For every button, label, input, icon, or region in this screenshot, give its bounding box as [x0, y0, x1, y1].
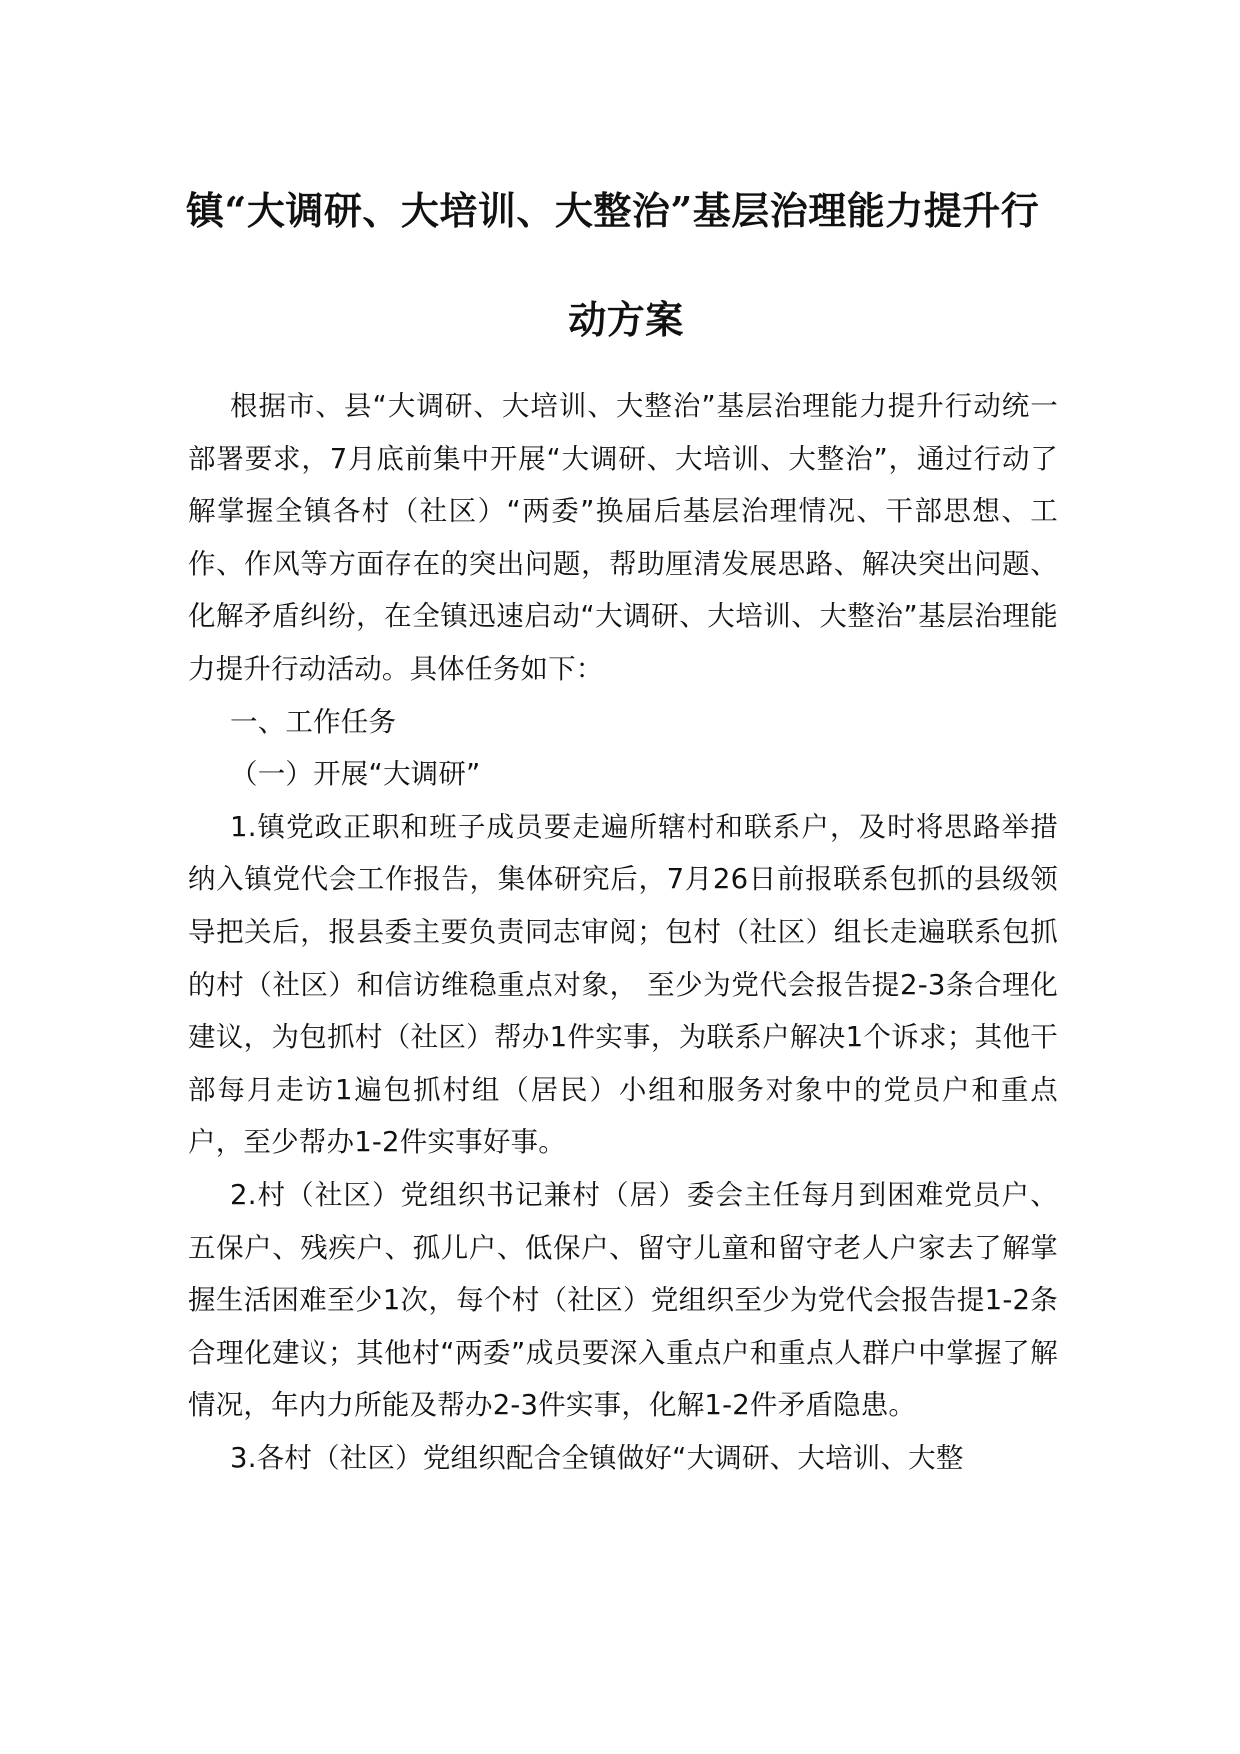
task-paragraph-2: 2.村（社区）党组织书记兼村（居）委会主任每月到困难党员户、五保户、残疾户、孤儿户、低保户、留守儿童和留守老人户家去了解掌握生活困难至少1次，每个村（社区）党组织至少为党代会报告提1-2条合理化建议；其他村“两委”成员要深入重点户和重点人群户中掌握了解情况，年内力所能及帮办2-3件实事，化解1-2件矛盾隐患。	[188, 1178, 1058, 1422]
task-paragraph-1: 1.镇党政正职和班子成员要走遍所辖村和联系户，及时将思路举措纳入镇党代会工作报告，集体研究后，7月26日前报联系包抓的县级领导把关后，报县委主要负责同志审阅；包村（社区）组长走遍联系包抓的村（社区）和信访维稳重点对象， 至少为党代会报告提2-3条合理化建议，为包抓村（社区）帮办1件实事，为联系户解决1个诉求；其他干部每月走访1遍包抓村组（居民）小组和服务对象中的党员户和重点户，至少帮办1-2件实事好事。	[188, 810, 1058, 1159]
document-title-line-2: 动方案	[568, 297, 684, 342]
document-title-line-1: 镇“大调研、大培训、大整治”基层治理能力提升行	[186, 188, 1040, 233]
intro-paragraph: 根据市、县“大调研、大培训、大整治”基层治理能力提升行动统一部署要求，7月底前集中开展“大调研、大培训、大整治”，通过行动了解掌握全镇各村（社区）“两委”换届后基层治理情况、干部思想、工作、作风等方面存在的突出问题，帮助厘清发展思路、解决突出问题、化解矛盾纠纷，在全镇迅速启动“大调研、大培训、大整治”基层治理能力提升行动活动。具体任务如下：	[188, 390, 1058, 685]
subsection-heading-research: （一）开展“大调研”	[230, 758, 481, 791]
section-heading-work-tasks: 一、工作任务	[230, 705, 397, 738]
task-paragraph-3: 3.各村（社区）党组织配合全镇做好“大调研、大培训、大整	[230, 1441, 964, 1474]
document-body	[188, 380, 1058, 1484]
